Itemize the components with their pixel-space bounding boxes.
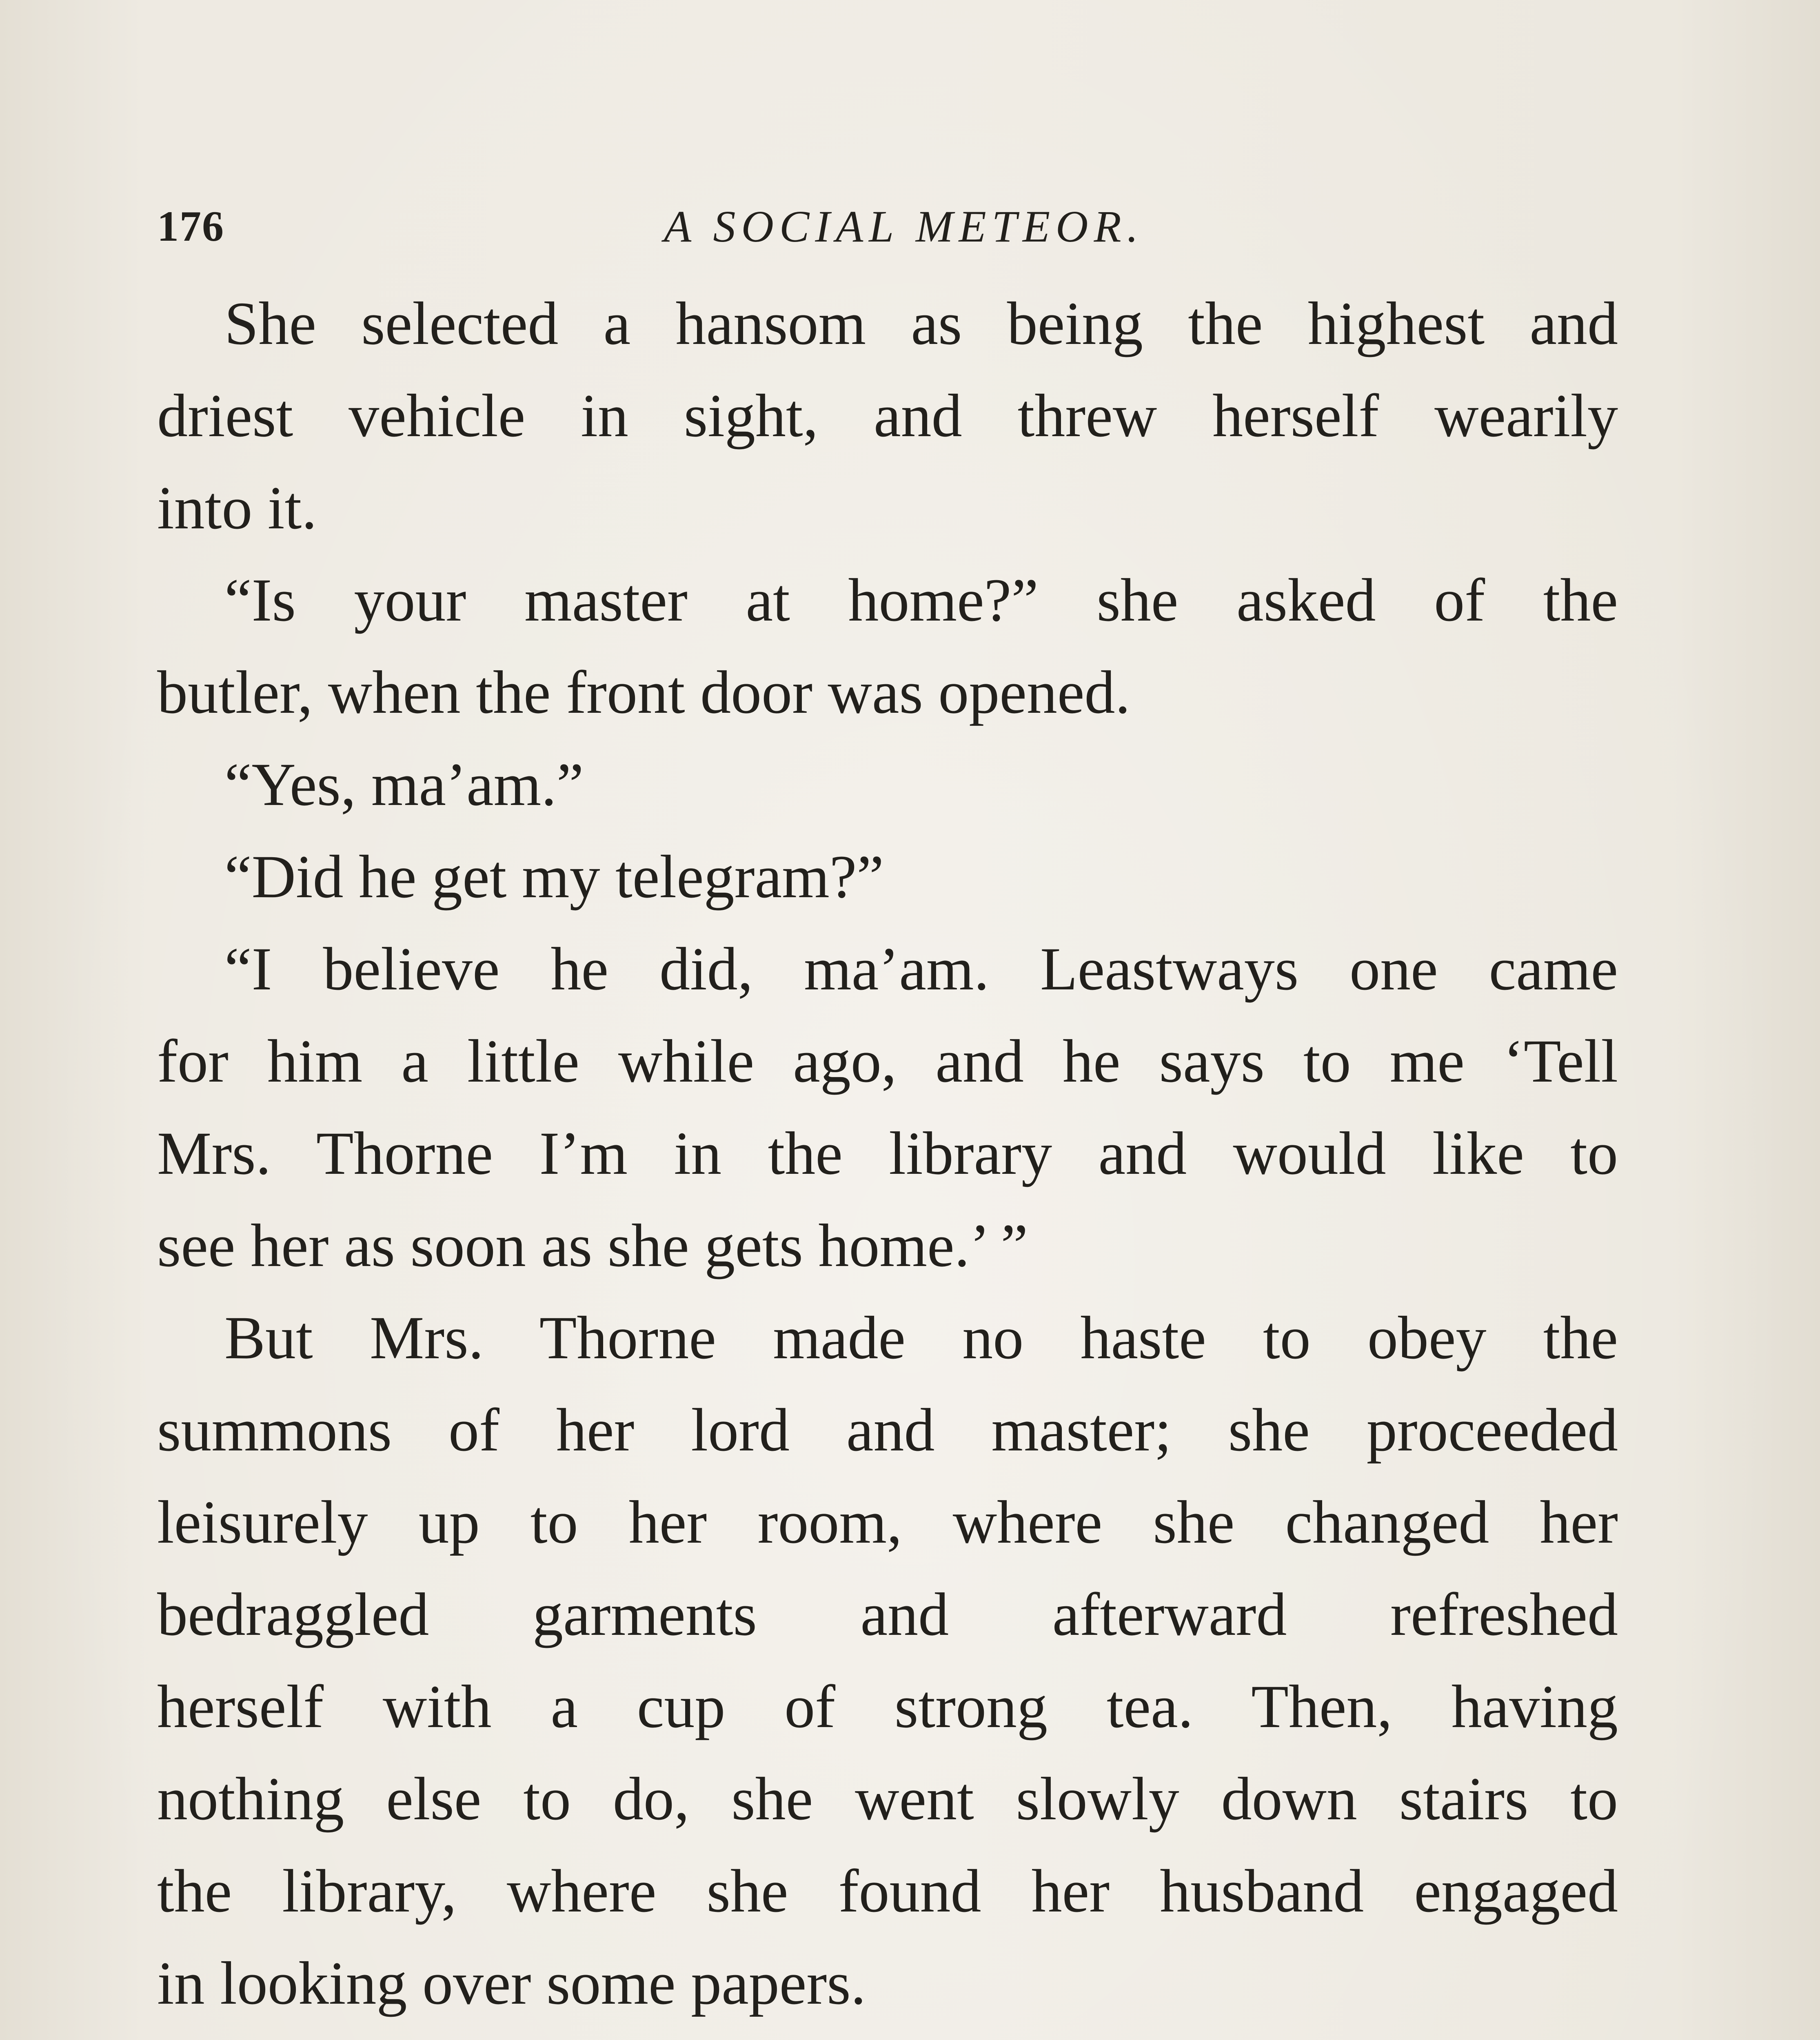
text-line: “I believe he did, ma’am. Leastways one came bbox=[224, 935, 1618, 1003]
text-line: She selected a hansom as being the highest and bbox=[224, 290, 1618, 357]
text-line: for him a little while ago, and he says to me ‘Tell bbox=[157, 1027, 1618, 1095]
page-number: 176 bbox=[157, 202, 224, 250]
running-title: A SOCIAL METEOR. bbox=[664, 202, 1144, 251]
text-line: butler, when the front door was opened. bbox=[157, 659, 1130, 726]
text-line: herself with a cup of strong tea. Then, having bbox=[157, 1673, 1618, 1741]
text-line: the library, where she found her husband engaged bbox=[157, 1857, 1618, 1925]
text-line: see her as soon as she gets home.’ ” bbox=[157, 1212, 1028, 1279]
text-line: into it. bbox=[157, 474, 317, 542]
text-line: bedraggled garments and afterward refreshed bbox=[157, 1581, 1618, 1648]
text-line: “Is your master at home?” she asked of the bbox=[224, 566, 1618, 634]
body-text bbox=[157, 277, 1618, 2040]
text-line: summons of her lord and master; she proceeded bbox=[157, 1396, 1618, 1464]
text-line: in looking over some papers. bbox=[157, 1949, 866, 2017]
text-line: Mrs. Thorne I’m in the library and would like to bbox=[157, 1120, 1618, 1187]
text-line: nothing else to do, she went slowly down stairs to bbox=[157, 1765, 1618, 1833]
text-line: driest vehicle in sight, and threw herself wearily bbox=[157, 382, 1618, 450]
text-line: leisurely up to her room, where she changed her bbox=[157, 1488, 1618, 1556]
running-head bbox=[157, 192, 1618, 261]
text-line: “Yes, ma’am.” bbox=[224, 751, 584, 818]
text-line: “Did he get my telegram?” bbox=[224, 843, 884, 911]
text-line bbox=[157, 2029, 1618, 2040]
text-line: But Mrs. Thorne made no haste to obey the bbox=[224, 1304, 1618, 1372]
